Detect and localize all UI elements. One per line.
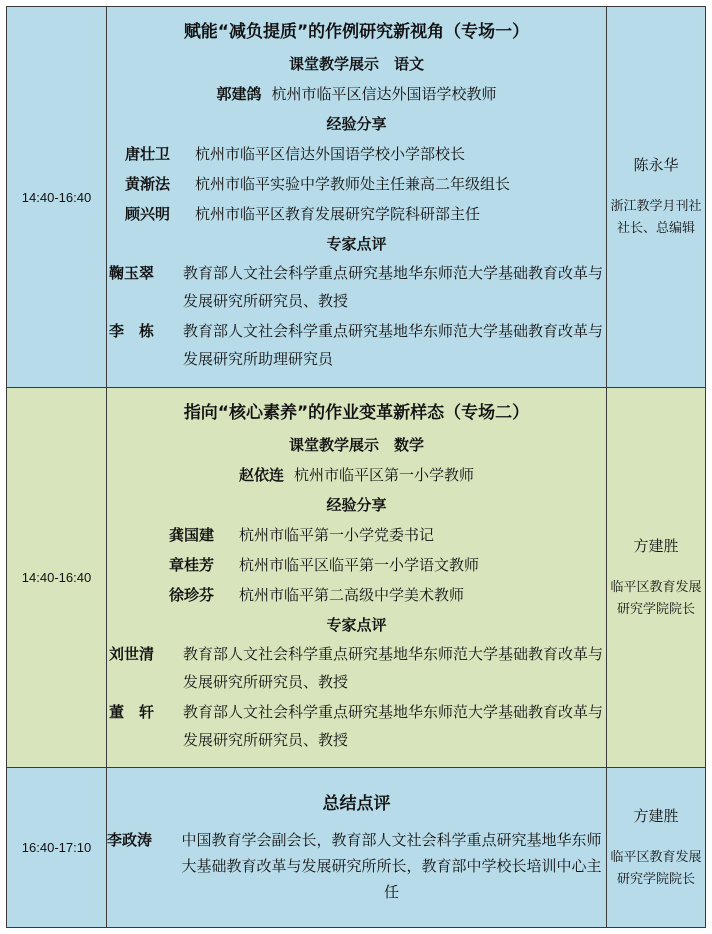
host-cell	[607, 7, 706, 388]
person-name: 鞠玉翠	[109, 264, 155, 282]
person-desc: 杭州市临平区信达外国语学校教师	[271, 85, 497, 103]
demo-entry	[107, 460, 606, 490]
person-desc: 教育部人文社会科学重点研究基地华东师范大学基础教育改革与发展研究所研究员、教授	[183, 702, 604, 749]
demo-entry	[107, 79, 606, 109]
person-desc: 教育部人文社会科学重点研究基地华东师范大学基础教育改革与发展研究所助理研究员	[183, 322, 604, 368]
host-name: 陈永华	[633, 156, 679, 174]
host-name: 方建胜	[633, 806, 679, 825]
share-heading: 经验分享	[326, 495, 387, 514]
session-content	[107, 768, 607, 928]
demo-heading: 课堂教学展示 数学	[288, 435, 424, 454]
person-desc: 教育部人文社会科学重点研究基地华东师范大学基础教育改革与发展研究所研究员、教授	[183, 644, 604, 691]
person-name: 章桂芳	[169, 555, 215, 574]
session-time: 14:40-16:40	[7, 7, 107, 388]
person-name: 龚国建	[169, 525, 215, 544]
expert-entry	[107, 259, 606, 315]
share-entry	[169, 520, 606, 550]
session-title: 指向“核心素养”的作业变革新样态（专场二）	[183, 402, 530, 423]
session-content	[107, 7, 607, 388]
share-list	[107, 139, 606, 229]
session-row-2	[7, 388, 706, 768]
session-time: 16:40-17:10	[7, 768, 107, 928]
person-name: 唐壮卫	[125, 145, 171, 163]
person-desc: 杭州市临平区信达外国语学校小学部校长	[195, 145, 466, 163]
person-name: 黄渐法	[125, 175, 171, 193]
host-cell	[607, 768, 706, 928]
session-content	[107, 388, 607, 768]
host-name: 方建胜	[633, 536, 679, 555]
person-desc: 杭州市临平区教育发展研究学院科研部主任	[195, 205, 481, 223]
person-desc: 杭州市临平实验中学教师处主任兼高二年级组长	[195, 175, 511, 193]
host-title: 浙江教学月刊社社长、总编辑	[610, 199, 702, 236]
share-entry	[169, 580, 606, 610]
schedule-table	[6, 6, 706, 928]
person-name: 刘世清	[109, 644, 155, 663]
person-desc: 中国教育学会副会长，教育部人文社会科学重点研究基地华东师大基础教育改革与发展研究所所长，教育部中学校长培训中心主任	[181, 830, 602, 901]
summary-entry	[107, 827, 606, 905]
person-desc: 杭州市临平区临平第一小学语文教师	[239, 555, 480, 574]
person-desc: 杭州市临平第一小学党委书记	[239, 525, 435, 544]
person-name: 顾兴明	[125, 205, 171, 223]
summary-row	[7, 768, 706, 928]
person-name: 赵依连	[238, 465, 284, 484]
session-title: 赋能“减负提质”的作例研究新视角（专场一）	[183, 22, 530, 42]
person-name: 李政涛	[107, 830, 153, 849]
person-name: 李 栋	[109, 322, 155, 340]
expert-heading: 专家点评	[326, 235, 387, 253]
share-list	[107, 520, 606, 610]
expert-heading: 专家点评	[326, 615, 387, 634]
summary-title: 总结点评	[322, 793, 391, 814]
person-desc: 教育部人文社会科学重点研究基地华东师范大学基础教育改革与发展研究所研究员、教授	[183, 264, 604, 310]
person-name: 郭建鸽	[216, 85, 262, 103]
session-row-1	[7, 7, 706, 388]
host-title: 临平区教育发展研究学院院长	[610, 849, 702, 887]
share-entry	[169, 550, 606, 580]
session-time: 14:40-16:40	[7, 388, 107, 768]
person-desc: 杭州市临平第二高级中学美术教师	[239, 585, 465, 604]
expert-entry	[107, 698, 606, 754]
demo-heading: 课堂教学展示 语文	[288, 55, 424, 73]
person-name: 董 轩	[109, 702, 155, 721]
share-entry	[125, 139, 606, 169]
person-name: 徐珍芬	[169, 585, 215, 604]
share-entry	[125, 169, 606, 199]
host-cell	[607, 388, 706, 768]
share-entry	[125, 199, 606, 229]
host-title: 临平区教育发展研究学院院长	[610, 579, 702, 617]
expert-entry	[107, 640, 606, 696]
expert-entry	[107, 317, 606, 373]
share-heading: 经验分享	[326, 115, 387, 133]
person-desc: 杭州市临平区第一小学教师	[294, 465, 475, 484]
